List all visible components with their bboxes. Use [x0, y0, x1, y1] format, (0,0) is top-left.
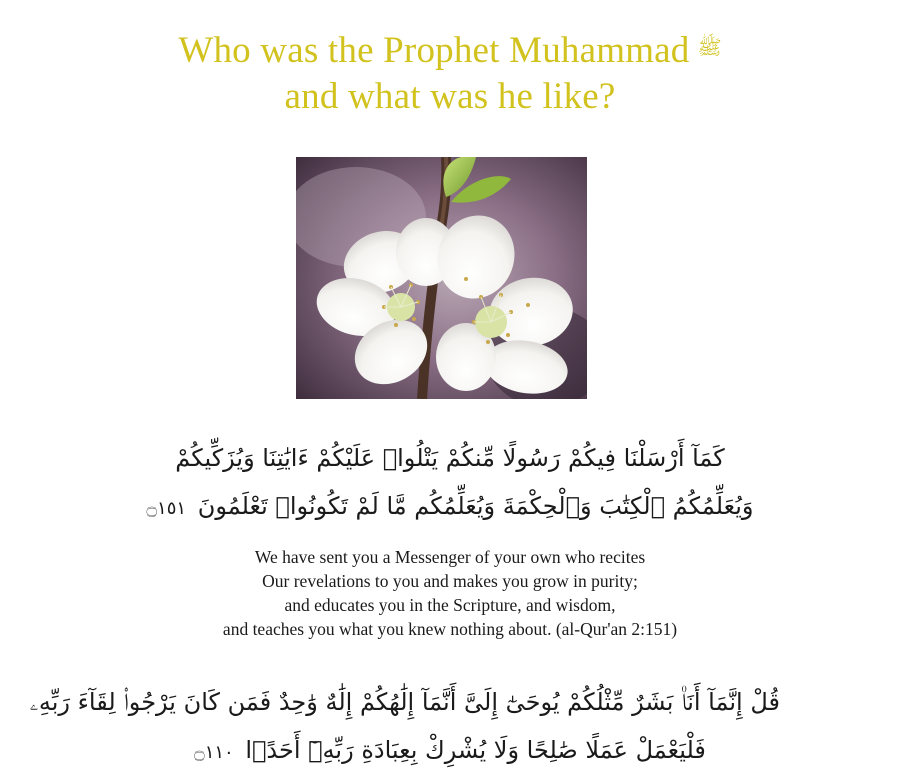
- blossom-illustration: [296, 157, 587, 399]
- translation-line: Our revelations to you and makes you grow in purity;: [262, 571, 638, 591]
- page-subtitle: and what was he like?: [284, 76, 616, 117]
- title-line-1: Who was the Prophet Muhammad: [178, 30, 690, 71]
- translation-line: We have sent you a Messenger of your own who recites: [254, 547, 646, 567]
- honorific-glyph: ﷺ: [697, 35, 722, 59]
- verse-1-arabic-line-1: كَمَآ أَرْسَلْنَا فِيكُمْ رَسُولًا مِّنكُمْ يَتْلُوا۟ عَلَيْكُمْ ءَايَٰتِنَا وَيُزَكِّيكُمْ: [175, 444, 725, 472]
- verse-1-translation: [0, 545, 900, 641]
- verse-1-arabic-line-2: [120, 486, 780, 529]
- blossom-photo: [296, 157, 587, 399]
- verse-2-arabic-line-2: [120, 730, 780, 773]
- translation-line: and educates you in the Scripture, and wisdom,: [284, 595, 616, 615]
- ayah-number: ١٥١: [157, 498, 187, 519]
- ayah-number-marker: ۝١٥١: [146, 498, 187, 519]
- verse-2-arabic-line-1: قُلْ إِنَّمَآ أَنَا۠ بَشَرٌ مِّثْلُكُمْ يُوحَىٰٓ إِلَىَّ أَنَّمَآ إِلَٰهُكُمْ إِلَٰهٌ وَٰحِدٌ فَمَن كَانَ يَرْجُوا۟ لِقَآءَ رَبِّهِۦ: [29, 688, 780, 716]
- ayah-number: ١١٠: [204, 742, 234, 763]
- verse-2-arabic-line-2-text: فَلْيَعْمَلْ عَمَلًا صَٰلِحًا وَلَا يُشْرِكْ بِعِبَادَةِ رَبِّهِۦٓ أَحَدًۢا: [245, 736, 706, 764]
- ayah-number-marker: ۝١١٠: [194, 742, 234, 763]
- verse-1-arabic-line-2-text: وَيُعَلِّمُكُمُ ٱلْكِتَٰبَ وَٱلْحِكْمَةَ وَيُعَلِّمُكُم مَّا لَمْ تَكُونُوا۟ تَعْلَمُونَ: [197, 492, 754, 520]
- translation-line: and teaches you what you knew nothing about. (al-Qur'an 2:151): [222, 619, 678, 639]
- page-title: [0, 24, 900, 74]
